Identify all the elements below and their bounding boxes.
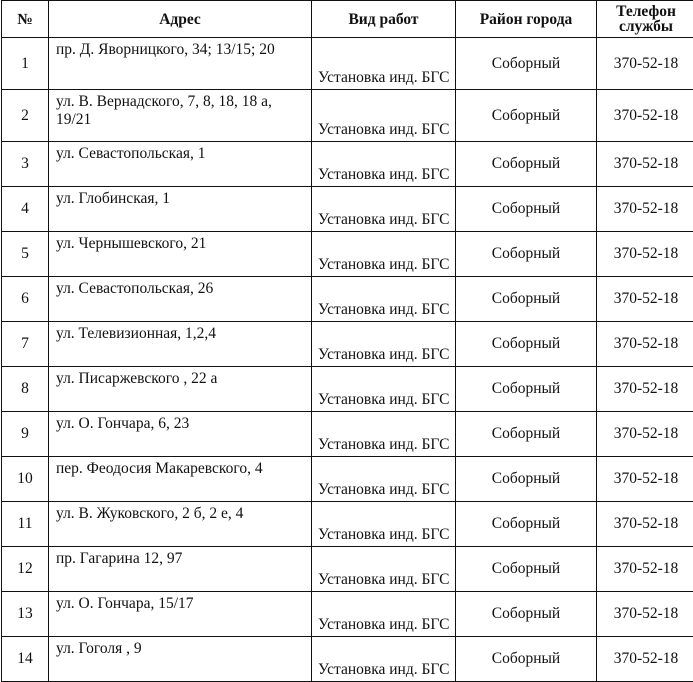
cell-work: Установка инд. БГС	[312, 142, 456, 187]
cell-phone: 370-52-18	[597, 592, 693, 637]
table-row	[2, 38, 693, 90]
cell-num: 4	[2, 187, 49, 232]
header-row	[2, 1, 693, 38]
table-row	[2, 90, 693, 142]
header-work: Вид работ	[312, 1, 456, 38]
cell-num: 12	[2, 547, 49, 592]
cell-phone: 370-52-18	[597, 547, 693, 592]
cell-address: ул. Севастопольская, 1	[49, 142, 312, 187]
cell-work: Установка инд. БГС	[312, 457, 456, 502]
cell-district: Соборный	[456, 187, 597, 232]
cell-num: 1	[2, 38, 49, 90]
cell-num: 7	[2, 322, 49, 367]
cell-district: Соборный	[456, 322, 597, 367]
cell-work: Установка инд. БГС	[312, 277, 456, 322]
table-row	[2, 277, 693, 322]
cell-num: 9	[2, 412, 49, 457]
cell-address: ул. Глобинская, 1	[49, 187, 312, 232]
table-row	[2, 142, 693, 187]
cell-work: Установка инд. БГС	[312, 502, 456, 547]
cell-district: Соборный	[456, 547, 597, 592]
cell-phone: 370-52-18	[597, 90, 693, 142]
cell-district: Соборный	[456, 90, 597, 142]
cell-num: 5	[2, 232, 49, 277]
cell-num: 14	[2, 637, 49, 682]
cell-district: Соборный	[456, 142, 597, 187]
cell-district: Соборный	[456, 232, 597, 277]
cell-district: Соборный	[456, 412, 597, 457]
works-table	[1, 0, 693, 682]
cell-work: Установка инд. БГС	[312, 637, 456, 682]
header-address: Адрес	[49, 1, 312, 38]
cell-phone: 370-52-18	[597, 637, 693, 682]
table-row	[2, 367, 693, 412]
table-row	[2, 547, 693, 592]
cell-work: Установка инд. БГС	[312, 322, 456, 367]
cell-phone: 370-52-18	[597, 142, 693, 187]
table-row	[2, 502, 693, 547]
header-district: Район города	[456, 1, 597, 38]
cell-phone: 370-52-18	[597, 412, 693, 457]
header-num: №	[2, 1, 49, 38]
cell-num: 2	[2, 90, 49, 142]
cell-address: ул. Писаржевского , 22 а	[49, 367, 312, 412]
cell-work: Установка инд. БГС	[312, 367, 456, 412]
cell-address: ул. В. Жуковского, 2 б, 2 е, 4	[49, 502, 312, 547]
cell-address: пр. Д. Яворницкого, 34; 13/15; 20	[49, 38, 312, 90]
table-row	[2, 187, 693, 232]
cell-phone: 370-52-18	[597, 367, 693, 412]
cell-phone: 370-52-18	[597, 232, 693, 277]
cell-work: Установка инд. БГС	[312, 187, 456, 232]
cell-work: Установка инд. БГС	[312, 232, 456, 277]
cell-num: 11	[2, 502, 49, 547]
cell-address: пер. Феодосия Макаревского, 4	[49, 457, 312, 502]
cell-phone: 370-52-18	[597, 187, 693, 232]
cell-num: 3	[2, 142, 49, 187]
cell-work: Установка инд. БГС	[312, 90, 456, 142]
cell-district: Соборный	[456, 457, 597, 502]
table-row	[2, 322, 693, 367]
cell-phone: 370-52-18	[597, 502, 693, 547]
cell-num: 13	[2, 592, 49, 637]
cell-address: ул. Гоголя , 9	[49, 637, 312, 682]
cell-work: Установка инд. БГС	[312, 38, 456, 90]
cell-num: 8	[2, 367, 49, 412]
cell-address: ул. Чернышевского, 21	[49, 232, 312, 277]
cell-work: Установка инд. БГС	[312, 592, 456, 637]
cell-address: ул. О. Гончара, 6, 23	[49, 412, 312, 457]
cell-work: Установка инд. БГС	[312, 412, 456, 457]
cell-phone: 370-52-18	[597, 277, 693, 322]
cell-phone: 370-52-18	[597, 457, 693, 502]
table-row	[2, 637, 693, 682]
cell-district: Соборный	[456, 502, 597, 547]
cell-district: Соборный	[456, 637, 597, 682]
table-row	[2, 592, 693, 637]
cell-district: Соборный	[456, 367, 597, 412]
cell-work: Установка инд. БГС	[312, 547, 456, 592]
cell-num: 6	[2, 277, 49, 322]
cell-address: ул. О. Гончара, 15/17	[49, 592, 312, 637]
cell-address: ул. В. Вернадского, 7, 8, 18, 18 а, 19/21	[49, 90, 312, 142]
table-row	[2, 412, 693, 457]
table-row	[2, 232, 693, 277]
table-row	[2, 457, 693, 502]
cell-district: Соборный	[456, 277, 597, 322]
cell-num: 10	[2, 457, 49, 502]
cell-address: пр. Гагарина 12, 97	[49, 547, 312, 592]
cell-address: ул. Севастопольская, 26	[49, 277, 312, 322]
header-phone: Телефон службы	[597, 1, 693, 38]
cell-phone: 370-52-18	[597, 322, 693, 367]
cell-phone: 370-52-18	[597, 38, 693, 90]
cell-address: ул. Телевизионная, 1,2,4	[49, 322, 312, 367]
cell-district: Соборный	[456, 38, 597, 90]
cell-district: Соборный	[456, 592, 597, 637]
